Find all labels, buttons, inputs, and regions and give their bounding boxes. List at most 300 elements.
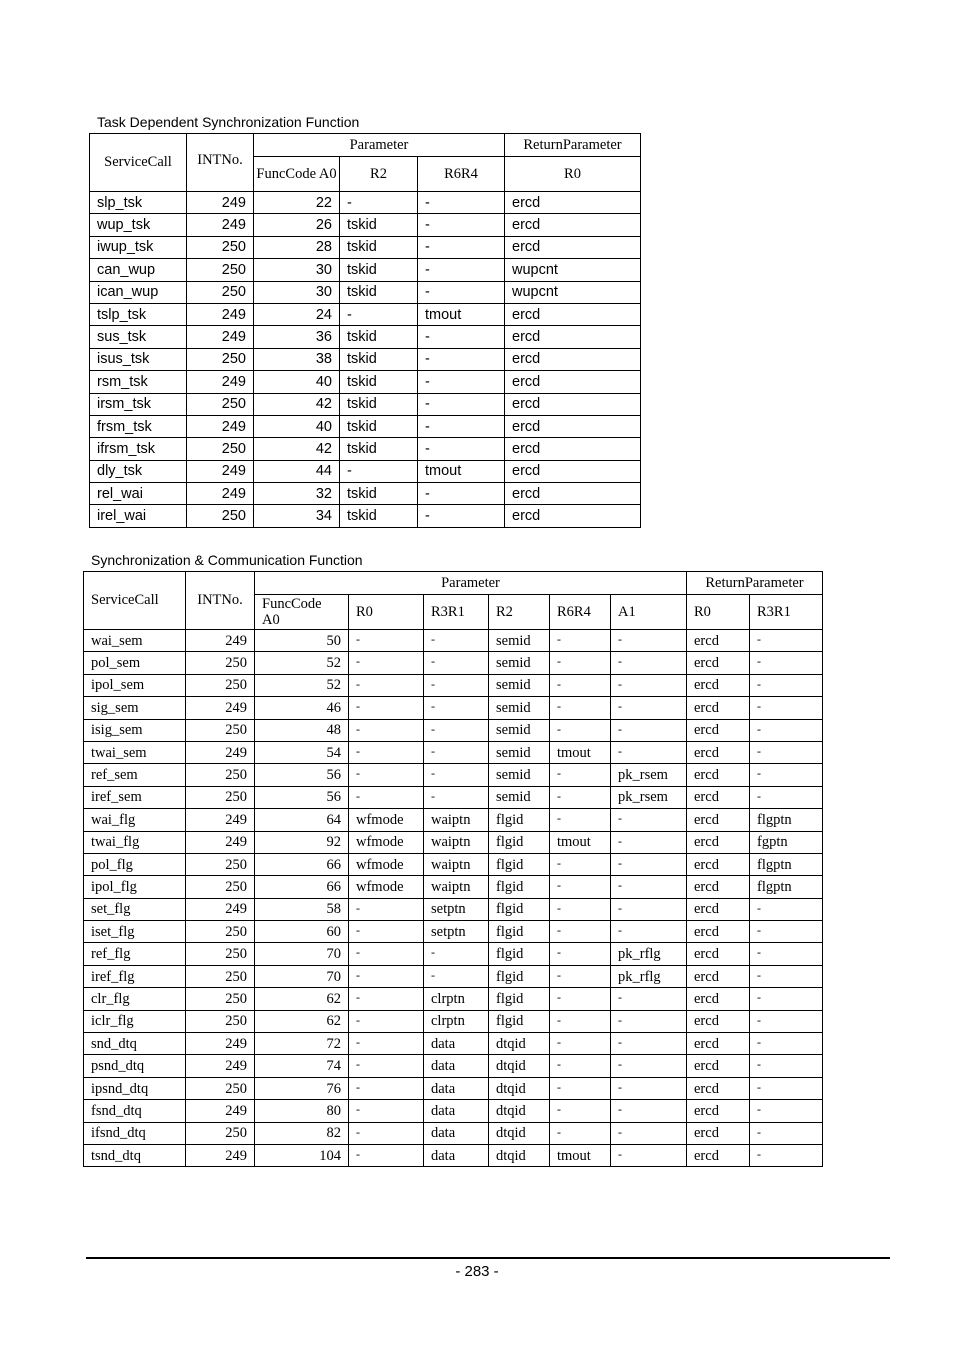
table-cell: ercd	[505, 348, 641, 370]
table-row	[84, 988, 823, 1010]
table-cell: 250	[186, 1077, 255, 1099]
table-cell: ipol_flg	[84, 876, 186, 898]
table-cell: wupcnt	[505, 281, 641, 303]
table-cell: -	[550, 674, 611, 696]
table-row	[84, 943, 823, 965]
table-cell: -	[349, 630, 424, 652]
table-cell: ercd	[505, 371, 641, 393]
table-cell: -	[349, 1100, 424, 1122]
table-cell: -	[340, 460, 418, 482]
table-cell: pk_rsem	[611, 786, 687, 808]
table-cell: ercd	[687, 988, 750, 1010]
table-cell: 249	[186, 898, 255, 920]
table-cell: 249	[187, 460, 254, 482]
table-cell: wup_tsk	[90, 214, 187, 236]
table-cell: 70	[255, 943, 349, 965]
table-cell: -	[611, 1077, 687, 1099]
table-cell: ercd	[687, 674, 750, 696]
table-cell: -	[550, 876, 611, 898]
table-cell: -	[349, 674, 424, 696]
table-cell: -	[611, 1100, 687, 1122]
table-cell: -	[418, 415, 505, 437]
table-row	[90, 415, 641, 437]
table-cell: -	[349, 1055, 424, 1077]
table-cell: -	[349, 943, 424, 965]
table-cell: -	[424, 741, 489, 763]
table-cell: rel_wai	[90, 483, 187, 505]
table-cell: ercd	[687, 741, 750, 763]
table-cell: clrptn	[424, 1010, 489, 1032]
table-cell: 48	[255, 719, 349, 741]
table-cell: -	[611, 876, 687, 898]
table-cell: -	[349, 764, 424, 786]
table-cell: ercd	[505, 236, 641, 258]
table-cell: 64	[255, 809, 349, 831]
table-row	[90, 214, 641, 236]
table-row	[90, 438, 641, 460]
table-cell: semid	[489, 741, 550, 763]
table-cell: flgid	[489, 809, 550, 831]
table-cell: -	[750, 1033, 823, 1055]
table-cell: -	[418, 326, 505, 348]
table-cell: -	[750, 965, 823, 987]
table-row	[84, 1077, 823, 1099]
header-r6r4: R6R4	[550, 595, 611, 630]
table-cell: tmout	[550, 1144, 611, 1166]
table-cell: flgid	[489, 988, 550, 1010]
table-cell: -	[550, 898, 611, 920]
table-cell: fsnd_dtq	[84, 1100, 186, 1122]
table-cell: tmout	[550, 831, 611, 853]
table-cell: 72	[255, 1033, 349, 1055]
table-cell: 30	[254, 281, 340, 303]
table-row	[90, 326, 641, 348]
table-cell: -	[750, 741, 823, 763]
table-cell: -	[550, 697, 611, 719]
table-cell: semid	[489, 786, 550, 808]
table-cell: ifsnd_dtq	[84, 1122, 186, 1144]
table-cell: -	[424, 965, 489, 987]
table-cell: flgid	[489, 853, 550, 875]
table-cell: -	[349, 652, 424, 674]
header-service-call: ServiceCall	[90, 134, 187, 192]
table-cell: 250	[186, 719, 255, 741]
table-cell: 32	[254, 483, 340, 505]
table-cell: irsm_tsk	[90, 393, 187, 415]
table-cell: flgptn	[750, 809, 823, 831]
table-cell: -	[349, 741, 424, 763]
table-cell: irel_wai	[90, 505, 187, 527]
table-cell: 82	[255, 1122, 349, 1144]
header-func-code: FuncCode A0	[255, 595, 349, 630]
table-row	[84, 786, 823, 808]
table-cell: semid	[489, 630, 550, 652]
table-cell: semid	[489, 719, 550, 741]
header-int-no: INTNo.	[187, 134, 254, 192]
table-cell: ercd	[505, 483, 641, 505]
table-cell: 249	[187, 192, 254, 214]
table-cell: -	[750, 719, 823, 741]
table-cell: tmout	[418, 460, 505, 482]
table-cell: 250	[186, 1010, 255, 1032]
table-cell: ercd	[687, 921, 750, 943]
table-cell: 250	[186, 786, 255, 808]
table-cell: -	[349, 719, 424, 741]
table-cell: ipol_sem	[84, 674, 186, 696]
table-cell: pol_sem	[84, 652, 186, 674]
table-cell: -	[550, 764, 611, 786]
table-row	[90, 483, 641, 505]
table-cell: ercd	[687, 1033, 750, 1055]
table-cell: 76	[255, 1077, 349, 1099]
table-cell: -	[418, 192, 505, 214]
table-cell: isus_tsk	[90, 348, 187, 370]
table-cell: 249	[186, 809, 255, 831]
table-cell: 26	[254, 214, 340, 236]
table-cell: -	[611, 809, 687, 831]
table-cell: flgid	[489, 876, 550, 898]
table-cell: 24	[254, 303, 340, 325]
table-cell: -	[611, 741, 687, 763]
table-cell: ifrsm_tsk	[90, 438, 187, 460]
table-cell: ercd	[687, 630, 750, 652]
table-cell: 70	[255, 965, 349, 987]
table-cell: sus_tsk	[90, 326, 187, 348]
table-cell: -	[550, 1100, 611, 1122]
page-number: - 283 -	[455, 1263, 499, 1280]
table-row	[84, 965, 823, 987]
table-cell: ercd	[687, 764, 750, 786]
table-cell: tmout	[550, 741, 611, 763]
table-cell: ercd	[505, 460, 641, 482]
table-cell: -	[424, 943, 489, 965]
table-cell: semid	[489, 697, 550, 719]
header-return-r0: R0	[687, 595, 750, 630]
table-cell: -	[750, 1144, 823, 1166]
table-cell: 44	[254, 460, 340, 482]
table-cell: tskid	[340, 438, 418, 460]
table-cell: -	[611, 674, 687, 696]
header-parameter: Parameter	[255, 572, 687, 595]
table-cell: ercd	[687, 1055, 750, 1077]
table-cell: data	[424, 1055, 489, 1077]
table-cell: -	[550, 988, 611, 1010]
table-cell: tskid	[340, 483, 418, 505]
table-row	[84, 630, 823, 652]
table-cell: -	[611, 1010, 687, 1032]
table-cell: ercd	[505, 505, 641, 527]
table-cell: 250	[187, 281, 254, 303]
table2-caption: Synchronization & Communication Function	[91, 552, 363, 568]
table-cell: rsm_tsk	[90, 371, 187, 393]
table-cell: -	[750, 921, 823, 943]
table-cell: wai_flg	[84, 809, 186, 831]
table-cell: -	[550, 921, 611, 943]
table-cell: can_wup	[90, 259, 187, 281]
table-cell: -	[349, 786, 424, 808]
table-row	[90, 460, 641, 482]
table-cell: ican_wup	[90, 281, 187, 303]
table-cell: flgid	[489, 831, 550, 853]
table-row	[84, 674, 823, 696]
table-cell: -	[349, 1077, 424, 1099]
table-cell: tskid	[340, 348, 418, 370]
table-cell: -	[349, 965, 424, 987]
table-cell: isig_sem	[84, 719, 186, 741]
table-row	[84, 831, 823, 853]
table-cell: tskid	[340, 326, 418, 348]
table-row	[84, 1144, 823, 1166]
table-row	[90, 236, 641, 258]
table-cell: -	[418, 348, 505, 370]
table-cell: data	[424, 1100, 489, 1122]
table-cell: iset_flg	[84, 921, 186, 943]
table-cell: tskid	[340, 393, 418, 415]
table-cell: -	[750, 1055, 823, 1077]
sync-comm-table	[83, 571, 823, 1167]
table-cell: -	[750, 652, 823, 674]
table-cell: -	[424, 719, 489, 741]
table-cell: data	[424, 1122, 489, 1144]
header-return-r3r1: R3R1	[750, 595, 823, 630]
table-cell: 250	[186, 764, 255, 786]
header-r0: R0	[349, 595, 424, 630]
table-row	[90, 505, 641, 527]
table-row	[84, 921, 823, 943]
table-cell: -	[750, 764, 823, 786]
table-cell: dly_tsk	[90, 460, 187, 482]
header-service-call: ServiceCall	[84, 572, 186, 630]
table-cell: clr_flg	[84, 988, 186, 1010]
header-r6r4: R6R4	[418, 157, 505, 192]
table-row	[84, 809, 823, 831]
table-cell: -	[424, 674, 489, 696]
table-cell: 250	[187, 505, 254, 527]
table-cell: -	[424, 697, 489, 719]
table-cell: flgid	[489, 921, 550, 943]
table-cell: flgptn	[750, 876, 823, 898]
table-cell: slp_tsk	[90, 192, 187, 214]
table-cell: 249	[187, 214, 254, 236]
table-cell: fgptn	[750, 831, 823, 853]
table-row	[90, 303, 641, 325]
table-cell: sig_sem	[84, 697, 186, 719]
table-cell: ercd	[505, 303, 641, 325]
table-row	[84, 1033, 823, 1055]
table-cell: wai_sem	[84, 630, 186, 652]
table-cell: setptn	[424, 921, 489, 943]
table-cell: iref_sem	[84, 786, 186, 808]
task-sync-table-body	[90, 192, 641, 528]
header-return-parameter: ReturnParameter	[505, 134, 641, 157]
table1-caption: Task Dependent Synchronization Function	[97, 114, 360, 130]
table-cell: ercd	[505, 438, 641, 460]
table-cell: ercd	[687, 786, 750, 808]
table-cell: 22	[254, 192, 340, 214]
table-cell: -	[418, 281, 505, 303]
table-cell: ercd	[687, 809, 750, 831]
table-cell: 46	[255, 697, 349, 719]
table-cell: -	[611, 1122, 687, 1144]
table-cell: pk_rflg	[611, 943, 687, 965]
table-cell: -	[550, 809, 611, 831]
table-cell: semid	[489, 652, 550, 674]
table-cell: set_flg	[84, 898, 186, 920]
table-cell: ercd	[687, 1100, 750, 1122]
table-cell: 34	[254, 505, 340, 527]
table-cell: ercd	[505, 415, 641, 437]
table-cell: tslp_tsk	[90, 303, 187, 325]
table-cell: dtqid	[489, 1077, 550, 1099]
header-r0: R0	[505, 157, 641, 192]
table-cell: -	[611, 921, 687, 943]
table-cell: 42	[254, 393, 340, 415]
table-cell: dtqid	[489, 1122, 550, 1144]
table-cell: 250	[187, 259, 254, 281]
table-cell: pk_rsem	[611, 764, 687, 786]
table-cell: -	[349, 1122, 424, 1144]
table-row	[84, 652, 823, 674]
table-cell: 249	[187, 303, 254, 325]
table-cell: 92	[255, 831, 349, 853]
table-cell: -	[750, 674, 823, 696]
table-cell: ercd	[687, 876, 750, 898]
table-cell: waiptn	[424, 831, 489, 853]
table-cell: -	[418, 214, 505, 236]
table-cell: ercd	[687, 898, 750, 920]
table-cell: tsnd_dtq	[84, 1144, 186, 1166]
table-cell: dtqid	[489, 1033, 550, 1055]
table-cell: -	[550, 719, 611, 741]
header-int-no: INTNo.	[186, 572, 255, 630]
table-cell: -	[550, 1010, 611, 1032]
table-cell: 50	[255, 630, 349, 652]
table-cell: setptn	[424, 898, 489, 920]
table-cell: 28	[254, 236, 340, 258]
table-row	[84, 741, 823, 763]
table-row	[90, 259, 641, 281]
table-cell: -	[611, 853, 687, 875]
table-cell: data	[424, 1144, 489, 1166]
table-cell: pol_flg	[84, 853, 186, 875]
table-cell: -	[418, 259, 505, 281]
table-cell: 62	[255, 1010, 349, 1032]
table-cell: -	[550, 853, 611, 875]
table-cell: -	[550, 1033, 611, 1055]
table-cell: -	[611, 630, 687, 652]
task-sync-table	[89, 133, 641, 528]
table-cell: wupcnt	[505, 259, 641, 281]
table-cell: 249	[186, 630, 255, 652]
table-cell: 249	[186, 1055, 255, 1077]
table-cell: 66	[255, 876, 349, 898]
table-cell: -	[349, 921, 424, 943]
table-cell: -	[611, 697, 687, 719]
table-cell: ercd	[687, 697, 750, 719]
table-cell: -	[750, 1010, 823, 1032]
table-cell: 58	[255, 898, 349, 920]
table-cell: 38	[254, 348, 340, 370]
table-cell: ercd	[687, 719, 750, 741]
table-cell: -	[611, 831, 687, 853]
table-row	[84, 1055, 823, 1077]
table-cell: ercd	[505, 214, 641, 236]
table-cell: -	[424, 786, 489, 808]
table-cell: flgptn	[750, 853, 823, 875]
table-cell: 56	[255, 786, 349, 808]
table-cell: clrptn	[424, 988, 489, 1010]
table-cell: ercd	[687, 1077, 750, 1099]
table-cell: 42	[254, 438, 340, 460]
table-row	[84, 1100, 823, 1122]
table-cell: 249	[187, 483, 254, 505]
table-cell: 249	[187, 326, 254, 348]
table-cell: 250	[186, 921, 255, 943]
table-cell: 250	[186, 988, 255, 1010]
table-cell: -	[750, 1100, 823, 1122]
table-cell: -	[340, 192, 418, 214]
table-cell: 250	[186, 652, 255, 674]
table-cell: 250	[186, 876, 255, 898]
table-cell: -	[611, 1144, 687, 1166]
header-r3r1: R3R1	[424, 595, 489, 630]
table-cell: -	[611, 898, 687, 920]
table-cell: tskid	[340, 236, 418, 258]
table-cell: 52	[255, 674, 349, 696]
table-cell: -	[611, 652, 687, 674]
table-cell: -	[550, 1077, 611, 1099]
table-row	[84, 853, 823, 875]
table-cell: -	[550, 652, 611, 674]
table-cell: -	[611, 1033, 687, 1055]
table-cell: data	[424, 1033, 489, 1055]
table-cell: 250	[186, 943, 255, 965]
table-cell: iclr_flg	[84, 1010, 186, 1032]
table-cell: 249	[186, 1033, 255, 1055]
table-cell: ercd	[687, 1144, 750, 1166]
table-cell: 250	[186, 674, 255, 696]
table-cell: -	[418, 393, 505, 415]
table-cell: 249	[186, 1144, 255, 1166]
table-cell: wfmode	[349, 853, 424, 875]
table-cell: wfmode	[349, 809, 424, 831]
table-cell: wfmode	[349, 831, 424, 853]
header-func-code: FuncCode A0	[254, 157, 340, 192]
table-cell: -	[750, 1122, 823, 1144]
table-cell: dtqid	[489, 1055, 550, 1077]
table-cell: 249	[187, 415, 254, 437]
table-cell: -	[424, 652, 489, 674]
table-cell: -	[550, 1055, 611, 1077]
table-cell: waiptn	[424, 853, 489, 875]
table-cell: ercd	[687, 853, 750, 875]
table-cell: ercd	[505, 393, 641, 415]
table-cell: -	[418, 371, 505, 393]
table-cell: ercd	[687, 652, 750, 674]
table-row	[90, 393, 641, 415]
table-cell: ipsnd_dtq	[84, 1077, 186, 1099]
table-cell: -	[418, 505, 505, 527]
table-cell: 30	[254, 259, 340, 281]
table-cell: -	[418, 483, 505, 505]
table-cell: 54	[255, 741, 349, 763]
table-cell: flgid	[489, 965, 550, 987]
table-cell: 250	[187, 438, 254, 460]
header-r2: R2	[340, 157, 418, 192]
table-cell: ercd	[505, 326, 641, 348]
table-cell: waiptn	[424, 876, 489, 898]
table-cell: snd_dtq	[84, 1033, 186, 1055]
